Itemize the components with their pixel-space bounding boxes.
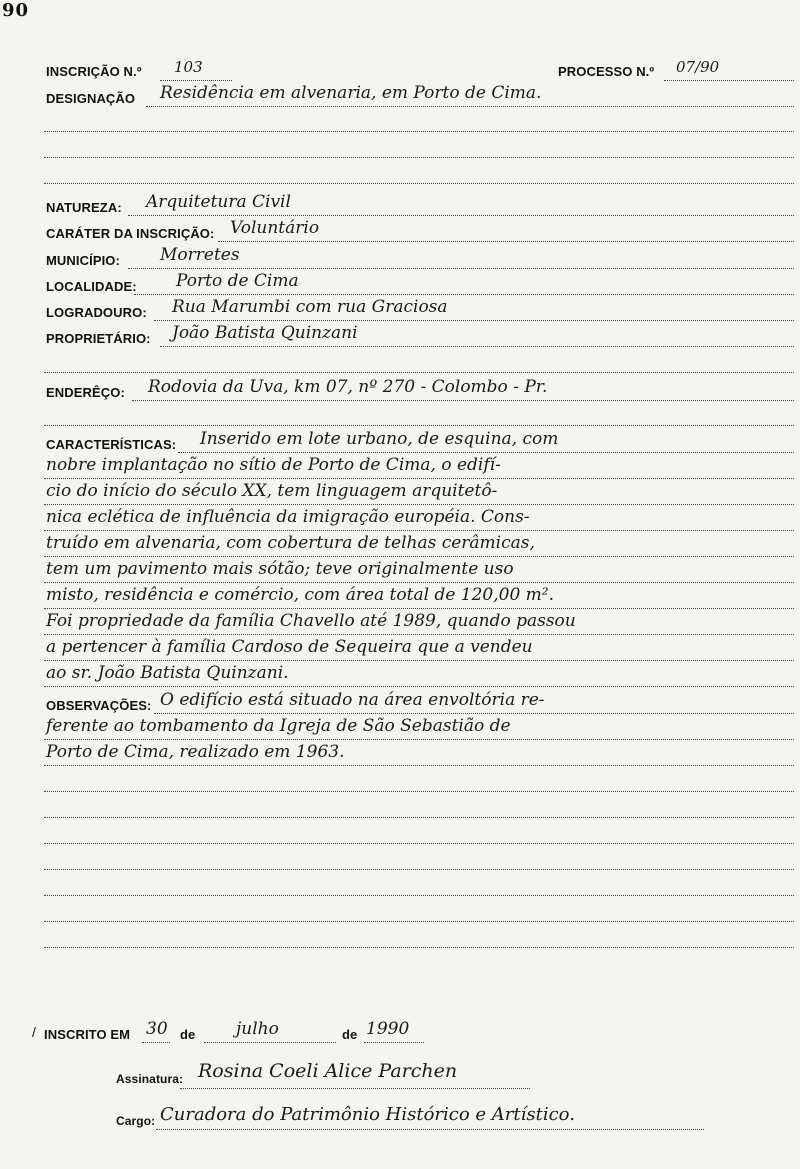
ruled-line [178, 452, 794, 453]
ruled-line [44, 686, 794, 687]
ruled-line [146, 106, 794, 107]
ruled-line [132, 400, 794, 401]
caracteristicas-line: Foi propriedade da família Chavello até 1989, quando passou [46, 611, 576, 631]
processo-value: 07/90 [676, 58, 720, 76]
ruled-line [44, 582, 794, 583]
ruled-line [44, 817, 794, 818]
ruled-line [44, 608, 794, 609]
ruled-line [128, 215, 794, 216]
ruled-line [154, 713, 794, 714]
proprietario-value: João Batista Quinzani [172, 323, 358, 343]
ruled-line [44, 895, 794, 896]
ruled-line [44, 869, 794, 870]
localidade-label: LOCALIDADE: [46, 279, 137, 294]
assinatura-signature: Rosina Coeli Alice Parchen [198, 1060, 458, 1082]
endereco-label: ENDERÊÇO: [46, 385, 125, 400]
ruled-line [44, 791, 794, 792]
ruled-line [44, 947, 794, 948]
proprietario-label: PROPRIETÁRIO: [46, 331, 151, 346]
ruled-line [44, 131, 794, 132]
natureza-label: NATUREZA: [46, 200, 122, 215]
ruled-line [44, 157, 794, 158]
municipio-label: MUNICÍPIO: [46, 253, 120, 268]
ruled-line [142, 1042, 170, 1043]
ruled-line [134, 294, 794, 295]
ruled-line [44, 739, 794, 740]
ruled-line [44, 372, 794, 373]
designacao-value: Residência em alvenaria, em Porto de Cima. [160, 83, 542, 103]
ruled-line [44, 843, 794, 844]
inscrito-de2: de [342, 1027, 358, 1042]
logradouro-value: Rua Marumbi com rua Graciosa [172, 297, 448, 317]
observacoes-line: ferente ao tombamento da Igreja de São Sebastião de [46, 716, 511, 736]
municipio-value: Morretes [160, 245, 240, 265]
caracteristicas-line: misto, residência e comércio, com área total de 120,00 m². [46, 585, 555, 605]
ruled-line [44, 183, 794, 184]
observacoes-line: O edifício está situado na área envoltória re- [160, 690, 545, 710]
ruled-line [180, 1088, 530, 1089]
inscricao-value: 103 [174, 58, 203, 76]
ruled-line [160, 346, 794, 347]
carater-value: Voluntário [230, 218, 320, 238]
caracteristicas-line: tem um pavimento mais sótão; teve originalmente uso [46, 559, 514, 579]
ruled-line [364, 1042, 424, 1043]
ruled-line [154, 320, 794, 321]
logradouro-label: LOGRADOURO: [46, 305, 147, 320]
ruled-line [44, 660, 794, 661]
observacoes-line: Porto de Cima, realizado em 1963. [46, 742, 345, 762]
caracteristicas-line: truído em alvenaria, com cobertura de telhas cerâmicas, [46, 533, 535, 553]
processo-line [664, 80, 794, 81]
ruled-line [128, 268, 794, 269]
cargo-value: Curadora do Patrimônio Histórico e Artístico. [160, 1104, 575, 1125]
inscrito-label: INSCRITO EM [44, 1027, 131, 1042]
caracteristicas-line: Inserido em lote urbano, de esquina, com [200, 429, 559, 449]
processo-label: PROCESSO N.º [558, 64, 655, 79]
inscrito-year: 1990 [366, 1019, 410, 1039]
assinatura-label: Assinatura: [116, 1072, 184, 1086]
ruled-line [156, 1129, 704, 1130]
ruled-line [44, 425, 794, 426]
caracteristicas-line: ao sr. João Batista Quinzani. [46, 663, 289, 683]
caracteristicas-line: a pertencer à família Cardoso de Sequeira que a vendeu [46, 637, 533, 657]
inscricao-label: INSCRIÇÃO N.º [46, 64, 142, 79]
carater-label: CARÁTER DA INSCRIÇÃO: [46, 226, 215, 241]
caracteristicas-line: nobre implantação no sítio de Porto de Cima, o edifí- [46, 455, 501, 475]
endereco-value: Rodovia da Uva, km 07, nº 270 - Colombo - Pr. [148, 377, 548, 397]
ruled-line [218, 241, 794, 242]
ruled-line [44, 556, 794, 557]
ruled-line [44, 504, 794, 505]
caracteristicas-line: nica eclética de influência da imigração européia. Cons- [46, 507, 530, 527]
ruled-line [44, 921, 794, 922]
cargo-label: Cargo: [116, 1114, 156, 1128]
page-number: 90 [2, 0, 30, 21]
caracteristicas-label: CARACTERÍSTICAS: [46, 437, 177, 452]
designacao-label: DESIGNAÇÃO [46, 91, 136, 106]
ruled-line [44, 634, 794, 635]
natureza-value: Arquitetura Civil [146, 192, 291, 212]
inscricao-line [160, 80, 232, 81]
ruled-line [44, 478, 794, 479]
localidade-value: Porto de Cima [176, 271, 299, 291]
ruled-line [204, 1042, 336, 1043]
caracteristicas-line: cio do início do século XX, tem linguagem arquitetô- [46, 481, 498, 501]
margin-mark: / [32, 1024, 36, 1040]
ruled-line [44, 765, 794, 766]
observacoes-label: OBSERVAÇÕES: [46, 698, 152, 713]
ruled-line [44, 530, 794, 531]
inscrito-month: julho [236, 1019, 279, 1039]
inscrito-day: 30 [146, 1019, 168, 1039]
inscrito-de1: de [180, 1027, 196, 1042]
